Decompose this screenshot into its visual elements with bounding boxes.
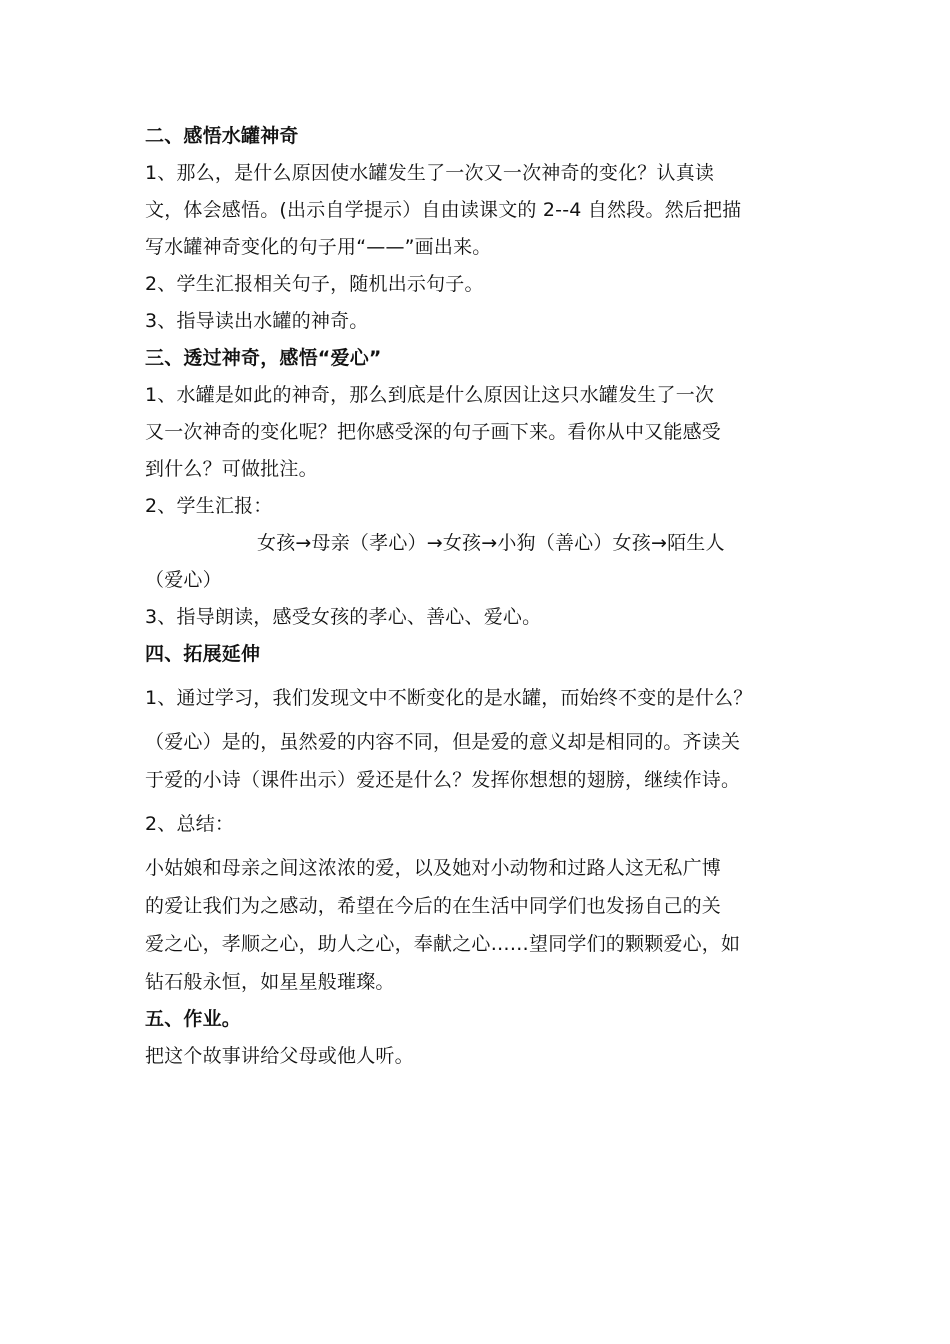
paragraph-line: 到什么？可做批注。 (145, 458, 318, 480)
paragraph-line: 3、指导读出水罐的神奇。 (145, 310, 369, 332)
summary-label: 2、总结： (145, 813, 235, 835)
paragraph-line: 爱之心，孝顺之心，助人之心，奉献之心……望同学们的颗颗爱心，如 (145, 933, 741, 955)
paragraph-line: 3、指导朗读，感受女孩的孝心、善心、爱心。 (145, 606, 542, 628)
paragraph-line: 于爱的小诗（课件出示）爱还是什么？发挥你想想的翅膀，继续作诗。 (145, 769, 741, 791)
paragraph-line: 把这个故事讲给父母或他人听。 (145, 1045, 414, 1067)
paragraph-line: 的爱让我们为之感动，希望在今后的在生活中同学们也发扬自己的关 (145, 895, 722, 917)
section-heading-2: 二、感悟水罐神奇 (145, 125, 299, 147)
section-heading-3: 三、透过神奇，感悟“爱心” (145, 347, 382, 369)
paragraph-line: 1、通过学习，我们发现文中不断变化的是水罐，而始终不变的是什么？ (145, 687, 753, 709)
paragraph-line: 又一次神奇的变化呢？把你感受深的句子画下来。看你从中又能感受 (145, 421, 722, 443)
relationship-line: 女孩→母亲（孝心）→女孩→小狗（善心）女孩→陌生人 (257, 532, 725, 554)
paragraph-line: 小姑娘和母亲之间这浓浓的爱，以及她对小动物和过路人这无私广博 (145, 857, 722, 879)
paragraph-line: 2、学生汇报： (145, 495, 273, 517)
paragraph-line: 写水罐神奇变化的句子用“——”画出来。 (145, 236, 492, 258)
paragraph-line: 2、学生汇报相关句子，随机出示句子。 (145, 273, 484, 295)
paragraph-line: 文，体会感悟。(出示自学提示）自由读课文的 2--4 自然段。然后把描 (145, 199, 742, 221)
section-heading-5: 五、作业。 (145, 1008, 242, 1030)
paragraph-line: （爱心） (145, 569, 222, 591)
paragraph-line: 1、水罐是如此的神奇，那么到底是什么原因让这只水罐发生了一次 (145, 384, 715, 406)
section-heading-4: 四、拓展延伸 (145, 643, 261, 665)
document-body (145, 118, 815, 1075)
paragraph-line: （爱心）是的，虽然爱的内容不同，但是爱的意义却是相同的。齐读关 (145, 731, 741, 753)
paragraph-line: 钻石般永恒，如星星般璀璨。 (145, 971, 395, 993)
paragraph-line: 1、那么，是什么原因使水罐发生了一次又一次神奇的变化？认真读 (145, 162, 715, 184)
